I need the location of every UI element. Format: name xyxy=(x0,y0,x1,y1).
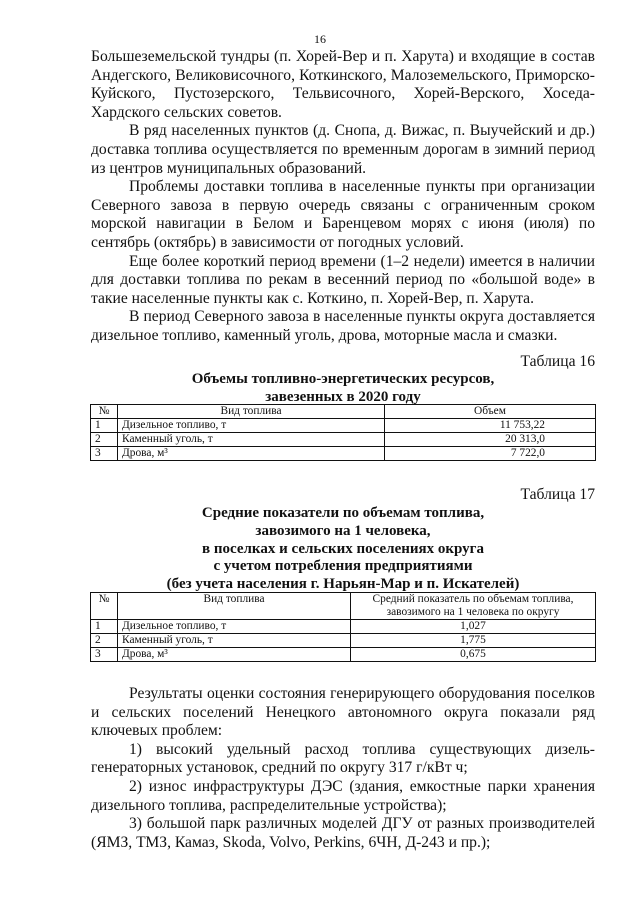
table-17-title xyxy=(91,505,595,594)
intro-text xyxy=(91,48,595,346)
cell-no: 3 xyxy=(91,447,118,461)
table-row xyxy=(91,447,596,461)
cell-value: 1,775 xyxy=(351,634,596,648)
table-header-row xyxy=(91,593,596,620)
header-fuel: Вид топлива xyxy=(118,405,385,419)
title-line: с учетом потребления предприятиями xyxy=(213,558,473,575)
cell-fuel: Дрова, м³ xyxy=(118,648,351,662)
cell-no: 2 xyxy=(91,433,118,447)
paragraph: В период Северного завоза в населенные пункты округа доставляется дизельное топливо, каменный уголь, дрова, моторные масла и смазки. xyxy=(91,308,595,344)
cell-value: 7 722,0 xyxy=(385,447,596,461)
cell-fuel: Дизельное топливо, т xyxy=(118,419,385,433)
cell-fuel: Дизельное топливо, т xyxy=(118,620,351,634)
header-no: № xyxy=(91,593,118,620)
table-row xyxy=(91,419,596,433)
paragraph: Результаты оценки состояния генерирующего оборудования поселков и сельских поселений Ненецкого автономного округа показали ряд ключевых проблем: xyxy=(91,685,595,740)
paragraph: 2) износ инфраструктуры ДЭС (здания, емкостные парки хранения дизельного топлива, распределительные устройства); xyxy=(91,777,595,814)
paragraph: 3) большой парк различных моделей ДГУ от разных производителей (ЯМЗ, ТМЗ, Камаз, Skoda, Volvo, Perkins, 6ЧН, Д-243 и пр.); xyxy=(91,815,595,851)
cell-value: 1,027 xyxy=(351,620,596,634)
header-no: № xyxy=(91,405,118,419)
cell-no: 1 xyxy=(91,620,118,634)
paragraph: Проблемы доставки топлива в населенные пункты при организации Северного завоза в первую очередь связаны с ограниченным сроком морской навигации в Белом и Баренцевом морях с июня (июля) по сентябрь (октябрь) в зависимости от погодных условий. xyxy=(91,178,595,251)
title-line: завезенных в 2020 году xyxy=(265,388,421,405)
title-line: Средние показатели по объемам топлива, xyxy=(201,505,485,521)
outro-text xyxy=(91,685,595,852)
table-17-caption: Таблица 17 xyxy=(520,486,595,503)
cell-fuel: Каменный уголь, т xyxy=(118,634,351,648)
cell-no: 1 xyxy=(91,419,118,433)
cell-fuel: Дрова, м³ xyxy=(118,447,385,461)
cell-value: 20 313,0 xyxy=(385,433,596,447)
cell-fuel: Каменный уголь, т xyxy=(118,433,385,447)
title-line: завозимого на 1 человека, xyxy=(255,522,431,539)
header-volume: Объем xyxy=(385,405,596,419)
title-line: в поселках и сельских поселениях округа xyxy=(202,540,484,557)
paragraph: В ряд населенных пунктов (д. Снопа, д. Вижас, п. Выучейский и др.) доставка топлива осуществляется по временным дорогам в зимний период из центров муниципальных образований. xyxy=(91,122,595,177)
cell-no: 3 xyxy=(91,648,118,662)
title-line: (без учета населения г. Нарьян-Мар и п. Искателей) xyxy=(166,576,520,593)
paragraph: Большеземельской тундры (п. Хорей-Вер и п. Харута) и входящие в состав Андегского, Великовисочного, Коткинского, Малоземельского, Приморско-Куйского, Пустозерского, Тельвисочного, Хорей-Верского, Хоседа-Хардского сельских советов. xyxy=(91,48,595,121)
page-number: 16 xyxy=(314,32,326,46)
cell-value: 0,675 xyxy=(351,648,596,662)
cell-value: 11 753,22 xyxy=(385,419,596,433)
table-16 xyxy=(90,404,596,461)
header-fuel: Вид топлива xyxy=(118,593,351,620)
title-line: Объемы топливно-энергетических ресурсов, xyxy=(191,371,495,387)
table-16-caption: Таблица 16 xyxy=(520,353,595,370)
table-16-title xyxy=(91,371,595,407)
header-average: Средний показатель по объемам топлива, завозимого на 1 человека по округу xyxy=(351,593,596,620)
table-row xyxy=(91,433,596,447)
table-row xyxy=(91,620,596,634)
table-header-row xyxy=(91,405,596,419)
table-row xyxy=(91,648,596,662)
table-row xyxy=(91,634,596,648)
paragraph: Еще более короткий период времени (1–2 недели) имеется в наличии для доставки топлива по рекам в весенний период по «большой воде» в такие населенные пункты как с. Коткино, п. Хорей-Вер, п. Харута. xyxy=(91,252,595,307)
cell-no: 2 xyxy=(91,634,118,648)
table-17 xyxy=(90,592,596,662)
paragraph: 1) высокий удельный расход топлива существующих дизель-генераторных установок, средний по округу 317 г/кВт ч; xyxy=(91,740,595,777)
